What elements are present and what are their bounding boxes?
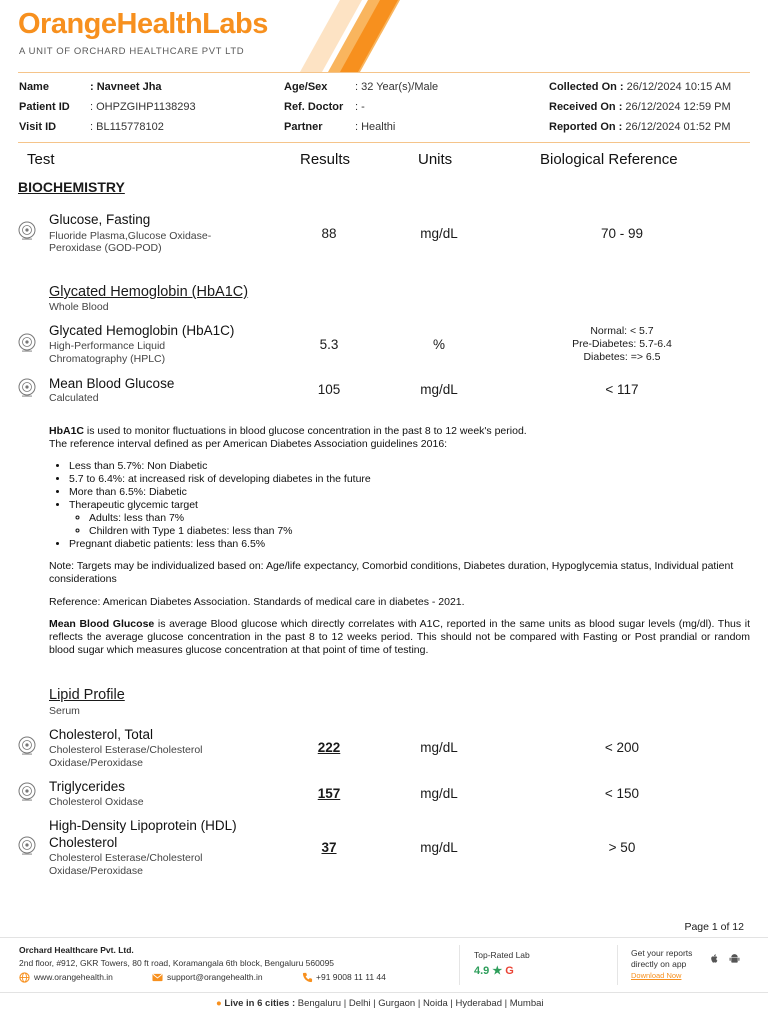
test-method-chol-2: Oxidase/Peroxidase [49, 757, 143, 769]
list-item: ◦ Children with Type 1 diabetes: less than 7% [89, 525, 750, 538]
location-pin-icon: ● [216, 998, 222, 1009]
footer-website-link[interactable]: www.orangehealth.in [34, 972, 113, 982]
col-header-results: Results [300, 151, 351, 168]
unit-hdl: mg/dL [420, 840, 458, 855]
unit-mbg: mg/dL [420, 382, 458, 397]
test-method-hdl-2: Oxidase/Peroxidase [49, 865, 143, 877]
brand-tagline: A UNIT OF ORCHARD HEALTHCARE PVT LTD [19, 46, 245, 57]
ref-mbg: < 117 [605, 382, 639, 397]
footer-address: 2nd floor, #912, GKR Towers, 80 ft road, Koramangala 6th block, Bengaluru 560095 [19, 958, 335, 968]
list-item: • Pregnant diabetic patients: less than 6.5% [69, 538, 750, 551]
footer-phone[interactable]: +91 9008 11 11 44 [316, 972, 386, 982]
result-hdl: 37 [321, 840, 337, 855]
test-name-glucose: Glucose, Fasting [49, 212, 151, 227]
header-divider [18, 72, 750, 73]
nabl-seal-icon [17, 378, 37, 398]
col-header-test: Test [27, 151, 55, 168]
nabl-seal-icon [17, 782, 37, 802]
note-hba1c-intro: HbA1C is used to monitor fluctuations in blood glucose concentration in the past 8 to 12 week's period. [49, 425, 527, 437]
list-item: • 5.7 to 6.4%: at increased risk of developing diabetes in the future [69, 473, 750, 486]
result-hba1c: 5.3 [319, 337, 339, 352]
page-number: Page 1 of 12 [684, 921, 744, 933]
test-method-mbg: Calculated [49, 392, 99, 404]
rating-value: 4.9 [474, 965, 490, 977]
nabl-seal-icon [17, 736, 37, 756]
test-method-hdl-1: Cholesterol Esterase/Cholesterol [49, 852, 203, 864]
name-label: Name [19, 81, 49, 93]
app-promo-line1: Get your reports [631, 948, 693, 958]
ref-glucose: 70 - 99 [600, 226, 644, 241]
partner-value: : Healthi [355, 121, 396, 133]
brand-logo [18, 8, 268, 41]
rating-row [474, 964, 514, 977]
list-item: • Therapeutic glycemic target ◦ Adults: less than 7% ◦ Children with Type 1 diabetes: less than 7% [69, 499, 750, 538]
footer-company: Orchard Healthcare Pvt. Ltd. [19, 945, 134, 955]
note-mbg: Mean Blood Glucose is average Blood glucose which directly correlates with A1C, reported in the same units as blood sugar levels (mg/dl). Thus it reflects the average glucose concentration in the past 8 to 12 weeks period. This should not be compared with Fasting or Post prandial or random blood sugar which measures glucose concentration at that point of time of testing. [49, 618, 750, 656]
android-icon[interactable] [729, 953, 740, 964]
test-name-hdl-2: Cholesterol [49, 835, 118, 850]
apple-logo-icon [709, 953, 720, 964]
unit-hba1c: % [432, 337, 445, 352]
result-triglycerides: 157 [317, 786, 341, 801]
reported-value: 26/12/2024 01:52 PM [625, 121, 731, 133]
received-value: 26/12/2024 12:59 PM [625, 101, 731, 113]
star-icon: ★ [492, 965, 503, 977]
logo-part-healthlabs: HealthLabs [116, 8, 268, 40]
logo-part-orange: Orange [18, 8, 117, 40]
subsection-lipid: Lipid Profile [49, 687, 125, 703]
footer-separator [617, 945, 618, 985]
test-name-hba1c: Glycated Hemoglobin (HbA1C) [49, 323, 235, 338]
age-sex-value: : 32 Year(s)/Male [355, 81, 439, 93]
result-cholesterol: 222 [317, 740, 341, 755]
nabl-seal-icon [17, 836, 37, 856]
test-method-hba1c-2: Chromatography (HPLC) [49, 353, 166, 365]
test-method-glucose-1: Fluoride Plasma,Glucose Oxidase- [49, 230, 212, 242]
top-rated-label: Top-Rated Lab [474, 950, 530, 960]
unit-glucose: mg/dL [420, 226, 458, 241]
app-promo-line2: directly on app [631, 959, 687, 969]
note-ref-interval: The reference interval defined as per American Diabetes Association guidelines 2016: [49, 438, 448, 450]
patient-name: : Navneet Jha [90, 81, 162, 93]
test-name-cholesterol: Cholesterol, Total [49, 727, 154, 742]
footer-divider [0, 937, 768, 938]
section-biochemistry: BIOCHEMISTRY [18, 179, 125, 195]
ref-hba1c-diabetes: Diabetes: => 6.5 [583, 351, 661, 363]
phone-icon [302, 972, 313, 983]
test-method-chol-1: Cholesterol Esterase/Cholesterol [49, 744, 203, 756]
name-row [19, 81, 49, 93]
received-label: Received On : [549, 101, 623, 113]
result-mbg: 105 [317, 382, 341, 397]
footer-email-link[interactable]: support@orangehealth.in [167, 972, 263, 982]
collected-label: Collected On : [549, 81, 624, 93]
list-item: ◦ Adults: less than 7% [89, 512, 750, 525]
test-name-triglycerides: Triglycerides [49, 779, 126, 794]
header-stripes-decoration [300, 0, 420, 72]
visit-id-value: : BL115778102 [90, 121, 164, 133]
test-method-glucose-2: Peroxidase (GOD-POD) [49, 242, 162, 254]
note-targets: Note: Targets may be individualized based on: Age/life expectancy, Comorbid conditions, Diabetes duration, Hypoglycemia status, Individual patient considerations [49, 560, 734, 585]
info-divider [18, 142, 750, 143]
unit-cholesterol: mg/dL [420, 740, 458, 755]
note-reference: Reference: American Diabetes Association. Standards of medical care in diabetes - 2021. [49, 596, 465, 608]
cities-row [216, 998, 544, 1009]
collected-value: 26/12/2024 10:15 AM [626, 81, 732, 93]
nabl-seal-icon [17, 221, 37, 241]
download-now-link[interactable]: Download Now [631, 971, 682, 980]
patient-id-value: : OHPZGIHP1138293 [90, 101, 196, 113]
mail-icon [152, 973, 163, 982]
age-sex-label: Age/Sex [284, 81, 328, 93]
partner-label: Partner [284, 121, 323, 133]
ref-hdl: > 50 [608, 840, 636, 855]
reported-label: Reported On : [549, 121, 623, 133]
list-item: • Less than 5.7%: Non Diabetic [69, 460, 750, 473]
google-icon: G [505, 965, 514, 977]
test-name-mbg: Mean Blood Glucose [49, 376, 175, 391]
ref-triglycerides: < 150 [604, 786, 640, 801]
sample-type-lipid: Serum [49, 705, 80, 717]
footer-divider [0, 992, 768, 993]
cities-list: Bengaluru | Delhi | Gurgaon | Noida | Hyderabad | Mumbai [295, 998, 544, 1009]
ref-hba1c-normal: Normal: < 5.7 [590, 325, 654, 337]
globe-icon [19, 972, 30, 983]
list-item: • More than 6.5%: Diabetic [69, 486, 750, 499]
ref-doctor-label: Ref. Doctor [284, 101, 344, 113]
ref-hba1c-prediabetes: Pre-Diabetes: 5.7-6.4 [572, 338, 672, 350]
unit-triglycerides: mg/dL [420, 786, 458, 801]
result-glucose: 88 [321, 226, 337, 241]
visit-id-label: Visit ID [19, 121, 57, 133]
col-header-units: Units [418, 151, 453, 168]
ref-cholesterol: < 200 [604, 740, 640, 755]
subsection-hba1c: Glycated Hemoglobin (HbA1C) [49, 284, 249, 300]
col-header-reference: Biological Reference [540, 151, 678, 168]
ref-doctor-value: : - [355, 101, 365, 113]
patient-id-label: Patient ID [19, 101, 70, 113]
sample-type-hba1c: Whole Blood [49, 301, 109, 313]
test-method-hba1c-1: High-Performance Liquid [49, 340, 166, 352]
test-method-tg: Cholesterol Oxidase [49, 796, 144, 808]
footer-separator [459, 945, 460, 985]
cities-label: Live in 6 cities : [224, 998, 296, 1009]
nabl-seal-icon [17, 333, 37, 353]
test-name-hdl-1: High-Density Lipoprotein (HDL) [49, 818, 237, 833]
note-bullets [49, 460, 750, 551]
